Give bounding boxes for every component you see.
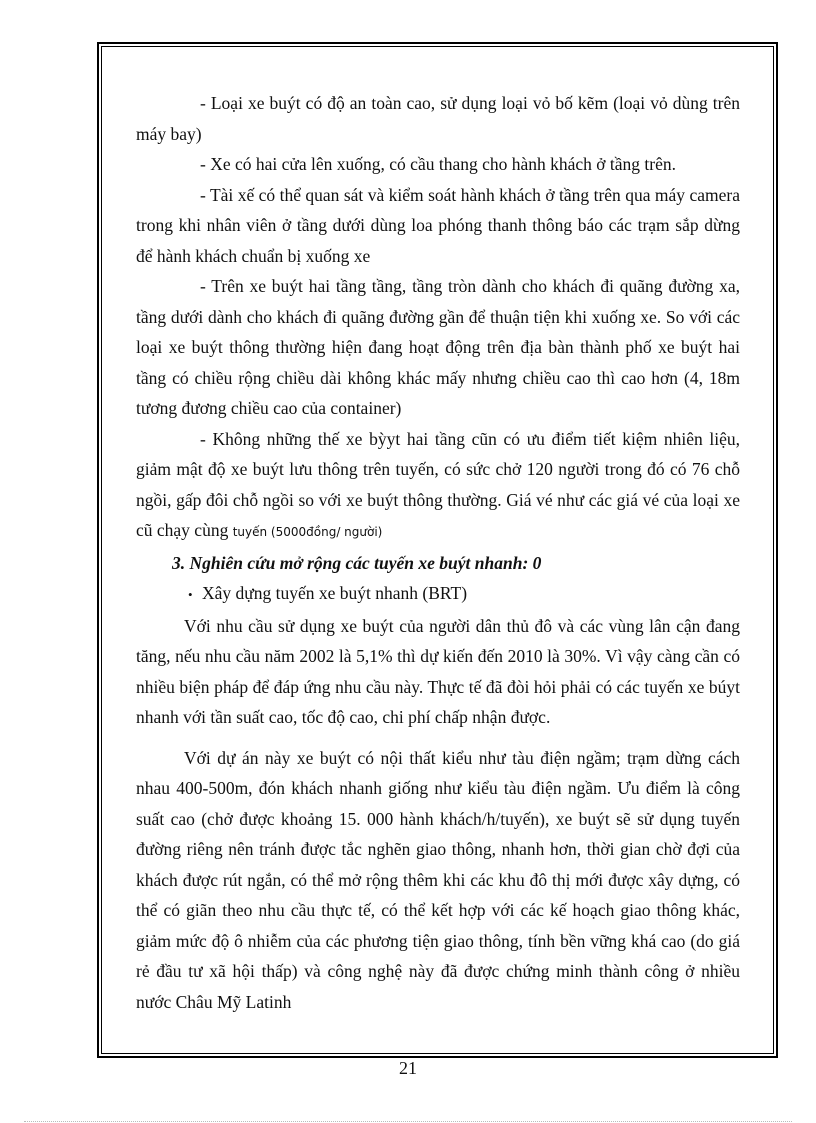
paragraph-fuel-savings <box>136 424 740 548</box>
paragraph-tire-safety: - Loại xe buýt có độ an toàn cao, sử dụng loại vỏ bố kẽm (loại vỏ dùng trên máy bay) <box>136 93 740 144</box>
footer-divider <box>24 1121 792 1122</box>
paragraph-driver-camera: - Tài xế có thể quan sát và kiểm soát hành khách ở tầng trên qua máy camera trong khi nhân viên ở tầng dưới dùng loa phóng thanh thông báo các trạm sắp dừng để hành khách chuẩn bị xuống xe <box>136 184 740 266</box>
paragraph-brt-project: Với dự án này xe buýt có nội thất kiểu như tàu điện ngầm; trạm dừng cách nhau 400-500m, đón khách nhanh giống như kiểu tàu điện ngầm. Ưu điểm là công suất cao (chở được khoảng 15. 000 hành khách/h/tuyến), xe buýt sẽ sử dụng tuyến đường riêng nên tránh được tắc nghẽn giao thông, nhanh hơn, thời gian chờ đợi của khách được rút ngắn, có thể mở rộng thêm khi các khu đô thị mới được xây dựng, có thể có giãn theo nhu cầu thực tế, có thể kết hợp với các kế hoạch giao thông khác, giảm mức độ ô nhiễm của các phương tiện giao thông, tính bền vững khá cao (do giá rẻ đầu tư xã hội thấp) và công nghệ này đã được chứng minh thành công ở nhiều nước Châu Mỹ Latinh <box>136 747 740 1012</box>
bullet-item-label: Xây dựng tuyến xe buýt nhanh (BRT) <box>202 583 468 603</box>
paragraph-bus-demand: Với nhu cầu sử dụng xe buýt của người dân thủ đô và các vùng lân cận đang tăng, nếu nhu cầu năm 2002 là 5,1% thì dự kiến đến 2010 là 30%. Vì vậy càng cần có nhiều biện pháp để đáp ứng nhu cầu này. Thực tế đã đòi hỏi phải có các tuyến xe búyt nhanh với tần suất cao, tốc độ cao, chi phí chấp nhận được. <box>136 615 740 727</box>
paragraph-fuel-savings-text: - Không những thế xe bỳyt hai tầng cũn có ưu điểm tiết kiệm nhiên liệu, giảm mật độ xe buýt lưu thông trên tuyến, có sức chở 120 người trong đó có 76 chỗ ngồi, gấp đôi chỗ ngồi so với xe buýt thông thường. Giá vé như các giá vé của loại xe cũ chạy cùng <box>136 428 740 540</box>
paragraph-fuel-savings-fare: tuyến (5000đồng/ người) <box>232 525 383 539</box>
page-number: 21 <box>399 1058 417 1078</box>
paragraph-two-deck-layout: - Trên xe buýt hai tầng tầng, tầng tròn dành cho khách đi quãng đường xa, tầng dưới dành cho khách đi quãng đường gần để thuận tiện khi xuống xe. So với các loại xe buýt thông thường hiện đang hoạt động trên địa bàn thành phố xe buýt hai tầng có chiều rộng chiều dài không khác mấy nhưng chiều cao thì cao hơn (4, 18m tương đương chiều cao của container) <box>136 276 740 418</box>
bullet-item-brt <box>136 578 740 611</box>
page-content <box>136 88 740 1017</box>
paragraph-two-doors: - Xe có hai cửa lên xuống, có cầu thang cho hành khách ở tầng trên. <box>200 154 676 174</box>
bullet-icon: • <box>188 587 193 602</box>
section-heading: 3. Nghiên cứu mở rộng các tuyến xe buýt nhanh: 0 <box>172 552 542 573</box>
